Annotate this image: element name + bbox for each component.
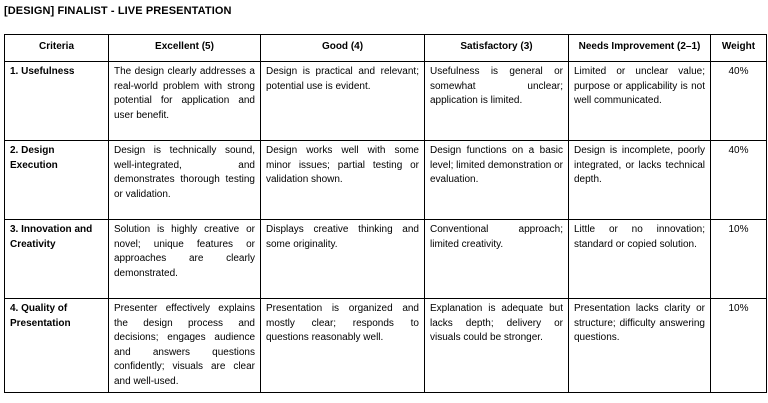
- header-satisfactory: Satisfactory (3): [425, 35, 569, 62]
- excellent-cell: Solution is highly creative or novel; unique features or approaches are clearly demonstrated.: [109, 220, 261, 299]
- header-weight: Weight: [711, 35, 767, 62]
- needs-improvement-cell: Presentation lacks clarity or structure; difficulty answering questions.: [569, 299, 711, 393]
- criteria-cell: 4. Quality of Presentation: [5, 299, 109, 393]
- criteria-cell: 1. Usefulness: [5, 62, 109, 141]
- needs-improvement-cell: Design is incomplete, poorly integrated, or lacks technical depth.: [569, 141, 711, 220]
- weight-cell: 10%: [711, 220, 767, 299]
- weight-cell: 10%: [711, 299, 767, 393]
- good-cell: Design works well with some minor issues; partial testing or validation shown.: [261, 141, 425, 220]
- weight-cell: 40%: [711, 141, 767, 220]
- criteria-cell: 3. Innovation and Creativity: [5, 220, 109, 299]
- satisfactory-cell: Explanation is adequate but lacks depth; delivery or visuals could be stronger.: [425, 299, 569, 393]
- good-cell: Presentation is organized and mostly clear; responds to questions reasonably well.: [261, 299, 425, 393]
- good-cell: Displays creative thinking and some originality.: [261, 220, 425, 299]
- document-title: [DESIGN] FINALIST - LIVE PRESENTATION: [4, 5, 232, 17]
- needs-improvement-cell: Little or no innovation; standard or copied solution.: [569, 220, 711, 299]
- rubric-table: [4, 34, 767, 393]
- criteria-cell: 2. Design Execution: [5, 141, 109, 220]
- weight-cell: 40%: [711, 62, 767, 141]
- needs-improvement-cell: Limited or unclear value; purpose or applicability is not well communicated.: [569, 62, 711, 141]
- satisfactory-cell: Usefulness is general or somewhat unclear; application is limited.: [425, 62, 569, 141]
- satisfactory-cell: Design functions on a basic level; limited demonstration or evaluation.: [425, 141, 569, 220]
- excellent-cell: Design is technically sound, well-integrated, and demonstrates thorough testing or validation.: [109, 141, 261, 220]
- excellent-cell: Presenter effectively explains the design process and decisions; engages audience and answers questions confidently; visuals are clear and well-used.: [109, 299, 261, 393]
- satisfactory-cell: Conventional approach; limited creativity.: [425, 220, 569, 299]
- header-needs-improvement: Needs Improvement (2–1): [569, 35, 711, 62]
- excellent-cell: The design clearly addresses a real-world problem with strong potential for application and user benefit.: [109, 62, 261, 141]
- header-excellent: Excellent (5): [109, 35, 261, 62]
- header-criteria: Criteria: [5, 35, 109, 62]
- table-row: [5, 220, 767, 299]
- table-row: [5, 299, 767, 393]
- table-header-row: [5, 35, 767, 62]
- table-row: [5, 62, 767, 141]
- header-good: Good (4): [261, 35, 425, 62]
- table-row: [5, 141, 767, 220]
- good-cell: Design is practical and relevant; potential use is evident.: [261, 62, 425, 141]
